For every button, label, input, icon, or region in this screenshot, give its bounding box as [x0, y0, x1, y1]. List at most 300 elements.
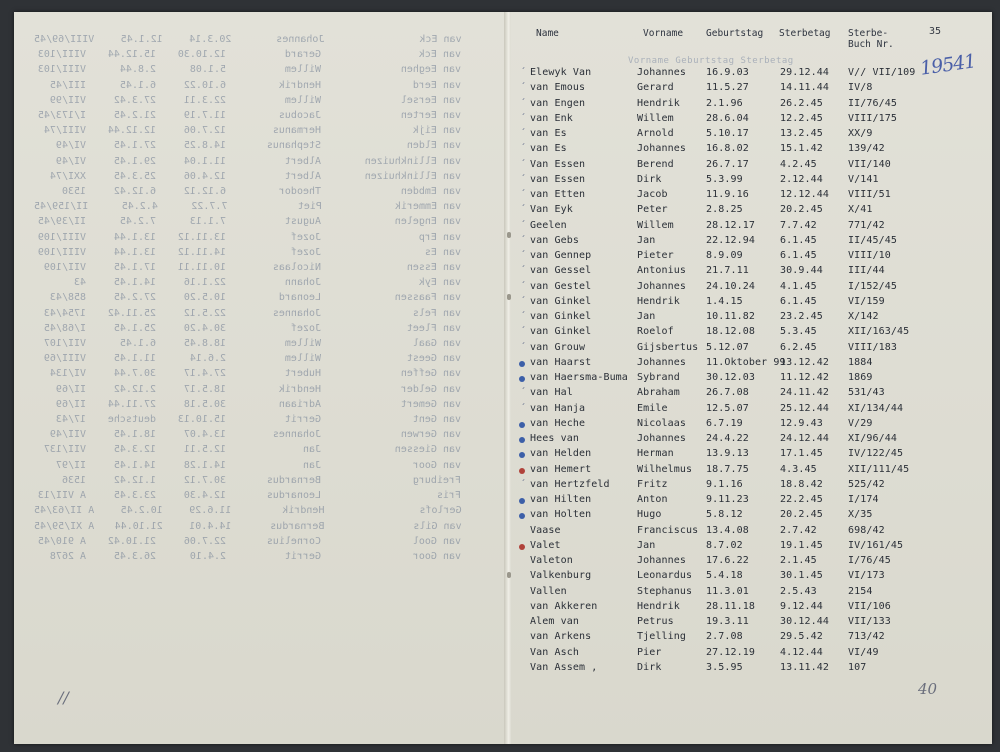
- tick-mark: ´: [520, 250, 527, 261]
- tick-mark: ´: [520, 219, 527, 231]
- bleed-through-cell: Fris: [436, 490, 461, 502]
- bleed-through-cell: 1536: [61, 474, 86, 486]
- cell-name: van Engen: [530, 97, 586, 109]
- tick-mark: ´: [520, 295, 527, 307]
- bleed-through-cell: 25.3.45: [113, 170, 156, 182]
- cell-name: van Grouw: [530, 341, 586, 353]
- register-row: [0, 281, 990, 296]
- ink-dot-mark: [519, 437, 525, 443]
- cell-buch: X/41: [848, 204, 873, 216]
- cell-sterbetag: 25.12.44: [780, 402, 829, 414]
- register-row: [0, 662, 990, 677]
- bleed-through-cell: 1530: [61, 186, 86, 198]
- cell-name: Vaase: [530, 524, 561, 536]
- bleed-through-cell: 13.11.12: [177, 231, 226, 243]
- bleed-through-cell: 2.4.10: [189, 550, 226, 562]
- cell-name: van Hemert: [530, 463, 592, 475]
- bleed-through-cell: Hubert: [284, 368, 321, 380]
- cell-vorname: Hendrik: [637, 97, 680, 109]
- bleed-through-cell: August: [284, 216, 321, 228]
- cell-buch: XX/9: [848, 128, 873, 139]
- bleed-through-cell: 23.3.45: [113, 490, 156, 502]
- bleed-through-cell: van Engelen: [394, 216, 461, 228]
- bleed-through-cell: Theodor: [278, 186, 321, 198]
- cell-geburtstag: 13.4.08: [706, 524, 749, 536]
- cell-buch: VII/133: [848, 616, 891, 627]
- cell-geburtstag: 19.3.11: [706, 616, 749, 627]
- cell-vorname: Nicolaas: [637, 417, 686, 429]
- cell-buch: V/29: [848, 417, 873, 429]
- bleed-through-cell: 2.12.42: [113, 383, 156, 395]
- cell-sterbetag: 30.12.44: [780, 616, 829, 627]
- register-row: [0, 372, 990, 387]
- register-row: [0, 631, 990, 646]
- bleed-through-cell: Jacobus: [278, 110, 321, 122]
- cell-geburtstag: 5.8.12: [706, 509, 743, 521]
- register-row: [0, 647, 990, 662]
- bleed-through-cell: Bernardus: [270, 520, 325, 532]
- cell-sterbetag: 5.3.45: [780, 326, 817, 338]
- bleed-through-cell: van Goor: [412, 459, 461, 471]
- cell-buch: VI/49: [848, 646, 879, 658]
- bleed-through-cell: Hendrik: [282, 505, 325, 517]
- bleed-through-cell: 6.10.22: [183, 79, 226, 91]
- cell-geburtstag: 9.1.16: [706, 478, 743, 490]
- bleed-through-cell: Stephanus: [266, 140, 321, 152]
- cell-geburtstag: 1.4.15: [706, 295, 743, 307]
- bleed-through-cell: van Essen: [406, 262, 461, 274]
- cell-vorname: Jan: [637, 539, 656, 551]
- bleed-through-cell: van Ellinkhuizen: [364, 170, 461, 182]
- cell-sterbetag: 6.2.45: [780, 341, 817, 353]
- bleed-through-cell: 27.11.44: [107, 398, 156, 410]
- bleed-through-cell: 14.1.45: [113, 277, 156, 289]
- cell-vorname: Willem: [637, 112, 674, 124]
- bleed-through-header: Vorname Geburtstag Sterbetag: [628, 56, 794, 66]
- cell-buch: VIII/51: [848, 189, 891, 200]
- cell-sterbetag: 24.11.42: [780, 387, 829, 399]
- cell-geburtstag: 22.12.94: [706, 234, 755, 246]
- register-row: [0, 265, 990, 280]
- cell-name: van Gestel: [530, 280, 592, 292]
- bleed-through-cell: Willem: [284, 94, 321, 106]
- cell-buch: I/174: [848, 494, 879, 505]
- bleed-through-cell: 29.1.45: [113, 155, 156, 167]
- bleed-through-cell: deutsche: [107, 414, 156, 426]
- bleed-through-cell: Jan: [302, 444, 321, 456]
- cell-sterbetag: 29.5.42: [780, 631, 823, 643]
- cell-geburtstag: 21.7.11: [706, 265, 749, 277]
- bleed-through-cell: van Es: [424, 246, 461, 258]
- bleed-through-cell: A XI/59/45: [34, 520, 95, 532]
- cell-sterbetag: 2.1.45: [780, 555, 817, 566]
- register-row: [0, 326, 990, 341]
- bleed-through-cell: 7.7.22: [191, 201, 228, 213]
- bleed-through-cell: 6.1.45: [119, 79, 156, 91]
- header-geburtstag: Geburtstag: [706, 28, 764, 39]
- bleed-through-cell: Willem: [284, 353, 321, 365]
- bleed-through-cell: Hermanus: [272, 125, 321, 137]
- bleed-through-cell: 30.7.12: [183, 474, 226, 486]
- bleed-through-cell: van Gent: [412, 414, 461, 426]
- cell-sterbetag: 20.2.45: [780, 204, 823, 216]
- bleed-through-cell: 12.10.30: [177, 49, 226, 61]
- bleed-through-cell: Adriaan: [278, 398, 321, 410]
- header-vorname: Vorname: [643, 28, 684, 39]
- cell-name: van Ginkel: [530, 311, 592, 322]
- bleed-through-cell: II/159/45: [34, 201, 89, 213]
- cell-vorname: Jacob: [637, 189, 668, 200]
- cell-sterbetag: 12.9.43: [780, 417, 823, 429]
- register-row: [0, 570, 990, 585]
- bleed-through-cell: van Erp: [418, 231, 461, 243]
- bleed-through-cell: 2.8.44: [119, 64, 156, 76]
- cell-geburtstag: 10.11.82: [706, 311, 755, 322]
- bleed-through-cell: 27.3.42: [113, 94, 156, 106]
- cell-buch: II/45/45: [848, 234, 897, 246]
- cell-name: Valet: [530, 539, 561, 551]
- bleed-through-cell: 12.12.44: [107, 125, 156, 137]
- bleed-through-cell: Freiburg: [412, 474, 461, 486]
- cell-name: van Es: [530, 143, 567, 155]
- cell-geburtstag: 18.7.75: [706, 463, 749, 475]
- bleed-through-cell: 27.2.45: [113, 292, 156, 304]
- cell-geburtstag: 11.9.16: [706, 189, 749, 200]
- ink-dot-mark: [519, 498, 525, 504]
- cell-sterbetag: 4.2.45: [780, 158, 817, 170]
- cell-sterbetag: 12.2.45: [780, 112, 823, 124]
- bleed-through-cell: 14.11.12: [177, 246, 226, 258]
- cell-buch: VI/159: [848, 295, 885, 307]
- bleed-through-cell: van Giessen: [394, 444, 461, 456]
- bleed-through-cell: 7.1.13: [189, 216, 226, 228]
- bleed-through-cell: van Eerd: [412, 79, 461, 91]
- cell-vorname: Pieter: [637, 250, 674, 261]
- register-row: [0, 311, 990, 326]
- bleed-through-cell: 22.7.06: [183, 535, 226, 547]
- cell-geburtstag: 11.Oktober 99: [706, 356, 786, 368]
- bleed-through-cell: VI/49: [55, 155, 86, 167]
- bleed-through-cell: 1754/43: [43, 307, 86, 319]
- cell-name: van Es: [530, 128, 567, 139]
- cell-geburtstag: 26.7.08: [706, 387, 749, 399]
- cell-vorname: Stephanus: [637, 585, 693, 597]
- tick-mark: ´: [520, 143, 527, 155]
- bleed-through-cell: 13.4.07: [183, 429, 226, 441]
- cell-geburtstag: 17.6.22: [706, 555, 749, 566]
- register-row: [0, 357, 990, 372]
- cell-sterbetag: 18.8.42: [780, 478, 823, 490]
- tick-mark: ´: [520, 280, 527, 292]
- bleed-through-cell: Nicolaas: [272, 262, 321, 274]
- bleed-through-cell: van Fleet: [406, 322, 461, 334]
- tick-mark: ´: [520, 402, 527, 414]
- cell-buch: XII/163/45: [848, 326, 910, 338]
- ink-dot-mark: [519, 452, 525, 458]
- cell-name: Van Eyk: [530, 204, 573, 216]
- bleed-through-cell: van Gerwen: [400, 429, 461, 441]
- bleed-through-cell: Johannes: [276, 34, 325, 45]
- bleed-through-cell: VII/107: [43, 338, 86, 350]
- cell-vorname: Johannes: [637, 143, 686, 155]
- bleed-through-cell: VIII/74: [43, 125, 86, 137]
- register-row: [0, 235, 990, 250]
- cell-geburtstag: 24.10.24: [706, 280, 755, 292]
- ink-dot-mark: [519, 361, 525, 367]
- bleed-through-cell: XXI/74: [49, 170, 86, 182]
- cell-vorname: Emile: [637, 402, 668, 414]
- bleed-through-cell: 5.1.08: [189, 64, 226, 76]
- cell-buch: III/44: [848, 265, 885, 277]
- bleed-through-cell: Gerrit: [284, 414, 321, 426]
- register-row: [0, 174, 990, 189]
- bleed-through-cell: 15.12.44: [107, 49, 156, 61]
- register-row: [0, 128, 990, 143]
- cell-sterbetag: 20.2.45: [780, 509, 823, 521]
- bleed-through-cell: 18.5.17: [183, 383, 226, 395]
- cell-vorname: Johannes: [637, 280, 686, 292]
- bleed-through-row: [34, 32, 489, 47]
- cell-sterbetag: 2.7.42: [780, 524, 817, 536]
- bleed-through-cell: Piet: [297, 201, 322, 213]
- bleed-through-cell: 12.4.06: [183, 170, 226, 182]
- cell-buch: 698/42: [848, 524, 885, 536]
- bleed-through-cell: VIII/109: [37, 231, 86, 243]
- bleed-through-cell: 30.7.44: [113, 368, 156, 380]
- register-row: [0, 113, 990, 128]
- bleed-through-cell: van Eeghen: [400, 64, 461, 76]
- tick-mark: ´: [520, 326, 527, 338]
- register-row: [0, 387, 990, 402]
- bleed-through-cell: [462, 32, 489, 47]
- bleed-through-cell: VIII/103: [37, 49, 86, 61]
- tick-mark: ´: [520, 112, 527, 124]
- cell-geburtstag: 8.7.02: [706, 539, 743, 551]
- cell-vorname: Arnold: [637, 128, 674, 139]
- bleed-through-cell: 27.1.45: [113, 140, 156, 152]
- bleed-through-cell: van Eck: [419, 34, 462, 45]
- bleed-through-cell: van Eersel: [400, 94, 461, 106]
- cell-name: van Holten: [530, 509, 592, 521]
- cell-sterbetag: 2.12.44: [780, 173, 823, 185]
- bleed-through-cell: 15.10.13: [177, 414, 226, 426]
- bleed-through-cell: 18.8.45: [183, 338, 226, 350]
- tick-mark: ´: [520, 189, 527, 200]
- bleed-through-cell: van Elden: [406, 140, 461, 152]
- tick-mark: ´: [520, 234, 527, 246]
- cell-geburtstag: 9.11.23: [706, 494, 749, 505]
- header-sterbetag: Sterbetag: [779, 28, 831, 39]
- bleed-through-cell: II/69: [55, 398, 86, 410]
- cell-name: Alem van: [530, 616, 579, 627]
- bleed-through-cell: van Gemert: [400, 398, 461, 410]
- cell-name: van Arkens: [530, 631, 592, 643]
- cell-sterbetag: 4.1.45: [780, 280, 817, 292]
- cell-geburtstag: 2.8.25: [706, 204, 743, 216]
- bleed-through-cell: VIII/109: [37, 246, 86, 258]
- cell-vorname: Jan: [637, 234, 656, 246]
- bleed-through-cell: Jozef: [290, 246, 321, 258]
- bleed-through-cell: 12.4.30: [183, 490, 226, 502]
- bleed-through-cell: van Goor: [412, 550, 461, 562]
- bleed-through-cell: VI/134: [49, 368, 86, 380]
- cell-sterbetag: 12.12.44: [780, 189, 829, 200]
- tick-mark: ´: [520, 341, 527, 353]
- cell-sterbetag: 13.11.42: [780, 661, 829, 673]
- register-row: [0, 82, 990, 97]
- bleed-through-cell: Jozef: [290, 322, 321, 334]
- cell-sterbetag: 24.12.44: [780, 433, 829, 444]
- cell-vorname: Tjelling: [637, 631, 686, 643]
- bleed-through-cell: 22.5.12: [183, 307, 226, 319]
- tick-mark: ´: [520, 82, 527, 94]
- cell-name: Elewyk Van: [530, 67, 592, 78]
- cell-buch: XII/111/45: [848, 463, 910, 475]
- bleed-through-cell: Johann: [284, 277, 321, 289]
- cell-vorname: Pier: [637, 646, 662, 658]
- register-row: [0, 525, 990, 540]
- cell-name: Vallen: [530, 585, 567, 597]
- cell-geburtstag: 5.12.07: [706, 341, 749, 353]
- cell-vorname: Leonardus: [637, 570, 693, 582]
- bleed-through-cell: 30.4.20: [183, 322, 226, 334]
- bleed-through-cell: 7.2.45: [119, 216, 156, 228]
- bleed-through-cell: van Gaal: [412, 338, 461, 350]
- bleed-through-row: [34, 47, 489, 62]
- bleed-through-cell: van Gils: [413, 520, 462, 532]
- tick-mark: ´: [520, 67, 527, 78]
- cell-buch: XI/96/44: [848, 433, 897, 444]
- cell-vorname: Franciscus: [637, 524, 699, 536]
- cell-vorname: Hendrik: [637, 600, 680, 612]
- cell-geburtstag: 30.12.03: [706, 372, 755, 383]
- cell-name: van Hertzfeld: [530, 478, 610, 490]
- tick-mark: ´: [520, 387, 527, 399]
- bleed-through-cell: 22.1.16: [183, 277, 226, 289]
- cell-name: van Hanja: [530, 402, 586, 414]
- tick-mark: ´: [520, 97, 527, 109]
- cell-name: van Emous: [530, 82, 586, 94]
- bleed-through-cell: 11.1.04: [183, 155, 226, 167]
- bleed-through-cell: 25.1.45: [113, 322, 156, 334]
- cell-geburtstag: 18.12.08: [706, 326, 755, 338]
- register-row: [0, 159, 990, 174]
- bleed-through-cell: 18.1.45: [113, 429, 156, 441]
- cell-geburtstag: 24.4.22: [706, 433, 749, 444]
- ink-dot-mark: [519, 513, 525, 519]
- cell-name: van Gebs: [530, 234, 579, 246]
- cell-geburtstag: 2.7.08: [706, 631, 743, 643]
- register-row: [0, 67, 990, 82]
- bleed-through-cell: VII/137: [43, 444, 86, 456]
- cell-name: van Hal: [530, 387, 573, 399]
- tick-mark: ´: [520, 265, 527, 277]
- ink-dot-mark: [519, 422, 525, 428]
- register-row: [0, 448, 990, 463]
- cell-buch: IV/8: [848, 82, 873, 94]
- cell-name: van Helden: [530, 448, 592, 460]
- cell-buch: 107: [848, 661, 867, 673]
- cell-sterbetag: 2.5.43: [780, 585, 817, 597]
- cell-vorname: Anton: [637, 494, 668, 505]
- bleed-through-cell: Hendrik: [278, 79, 321, 91]
- bleed-through-cell: 21.10.44: [114, 520, 163, 532]
- register-row: [0, 403, 990, 418]
- bleed-through-cell: Leonard: [278, 292, 321, 304]
- cell-vorname: Petrus: [637, 616, 674, 627]
- ink-dot-mark: [519, 544, 525, 550]
- cell-vorname: Gijsbertus: [637, 341, 699, 353]
- cell-buch: VII/140: [848, 158, 891, 170]
- bleed-through-cell: 30.5.18: [183, 398, 226, 410]
- tick-mark: ´: [520, 311, 527, 322]
- cell-name: van Hilten: [530, 494, 592, 505]
- cell-geburtstag: 5.4.18: [706, 570, 743, 582]
- cell-sterbetag: 14.11.44: [780, 82, 829, 94]
- cell-name: Van Assem ,: [530, 661, 598, 673]
- bleed-through-cell: Johannes: [272, 307, 321, 319]
- cell-vorname: Peter: [637, 204, 668, 216]
- cell-buch: I/152/45: [848, 280, 897, 292]
- bleed-through-cell: VIII/69: [43, 353, 86, 365]
- header-sterbebuch-line2: Buch Nr.: [848, 39, 894, 50]
- cell-vorname: Gerard: [637, 82, 674, 94]
- cell-sterbetag: 11.12.42: [780, 372, 829, 383]
- bleed-through-cell: 6.1.45: [119, 338, 156, 350]
- cell-buch: 531/43: [848, 387, 885, 399]
- bleed-through-cell: 14.4.01: [189, 520, 232, 532]
- tick-mark: ´: [520, 158, 527, 170]
- cell-sterbetag: 4.12.44: [780, 646, 823, 658]
- tick-mark: ´: [520, 204, 527, 216]
- cell-name: van Heche: [530, 417, 586, 429]
- bleed-through-cell: VII/99: [49, 94, 86, 106]
- bleed-through-cell: 12.5.11: [183, 444, 226, 456]
- bleed-through-cell: 22.3.11: [183, 94, 226, 106]
- register-row: [0, 342, 990, 357]
- cell-name: van Ginkel: [530, 326, 592, 338]
- bleed-through-cell: van Eck: [418, 49, 461, 61]
- cell-geburtstag: 2.1.96: [706, 97, 743, 109]
- cell-vorname: Jan: [637, 311, 656, 322]
- bleed-through-cell: 12.7.06: [183, 125, 226, 137]
- bleed-through-cell: Gerard: [284, 49, 321, 61]
- bleed-through-cell: 12.1.45: [120, 34, 163, 45]
- register-row: [0, 189, 990, 204]
- register-row: [0, 479, 990, 494]
- bleed-through-cell: van Fels: [412, 307, 461, 319]
- cell-vorname: Willem: [637, 219, 674, 231]
- bleed-through-cell: 14.1.28: [183, 459, 226, 471]
- bleed-through-cell: 17.1.45: [113, 262, 156, 274]
- cell-buch: IV/122/45: [848, 448, 904, 460]
- cell-geburtstag: 6.7.19: [706, 417, 743, 429]
- tick-mark: ´: [520, 173, 527, 185]
- cell-geburtstag: 8.9.09: [706, 250, 743, 261]
- bleed-through-cell: van Faassen: [394, 292, 461, 304]
- cell-name: Van Essen: [530, 158, 586, 170]
- bleed-through-cell: Leonardus: [266, 490, 321, 502]
- cell-buch: VII/106: [848, 600, 891, 612]
- register-row: [0, 494, 990, 509]
- bleed-through-cell: 13.1.44: [113, 231, 156, 243]
- bleed-through-cell: 21.10.42: [107, 535, 156, 547]
- register-row: [0, 296, 990, 311]
- header-sterbebuch-line1: Sterbe-: [848, 28, 889, 39]
- bleed-through-cell: Jan: [302, 459, 321, 471]
- cell-name: Geelen: [530, 219, 567, 231]
- cell-buch: VIII/175: [848, 112, 897, 124]
